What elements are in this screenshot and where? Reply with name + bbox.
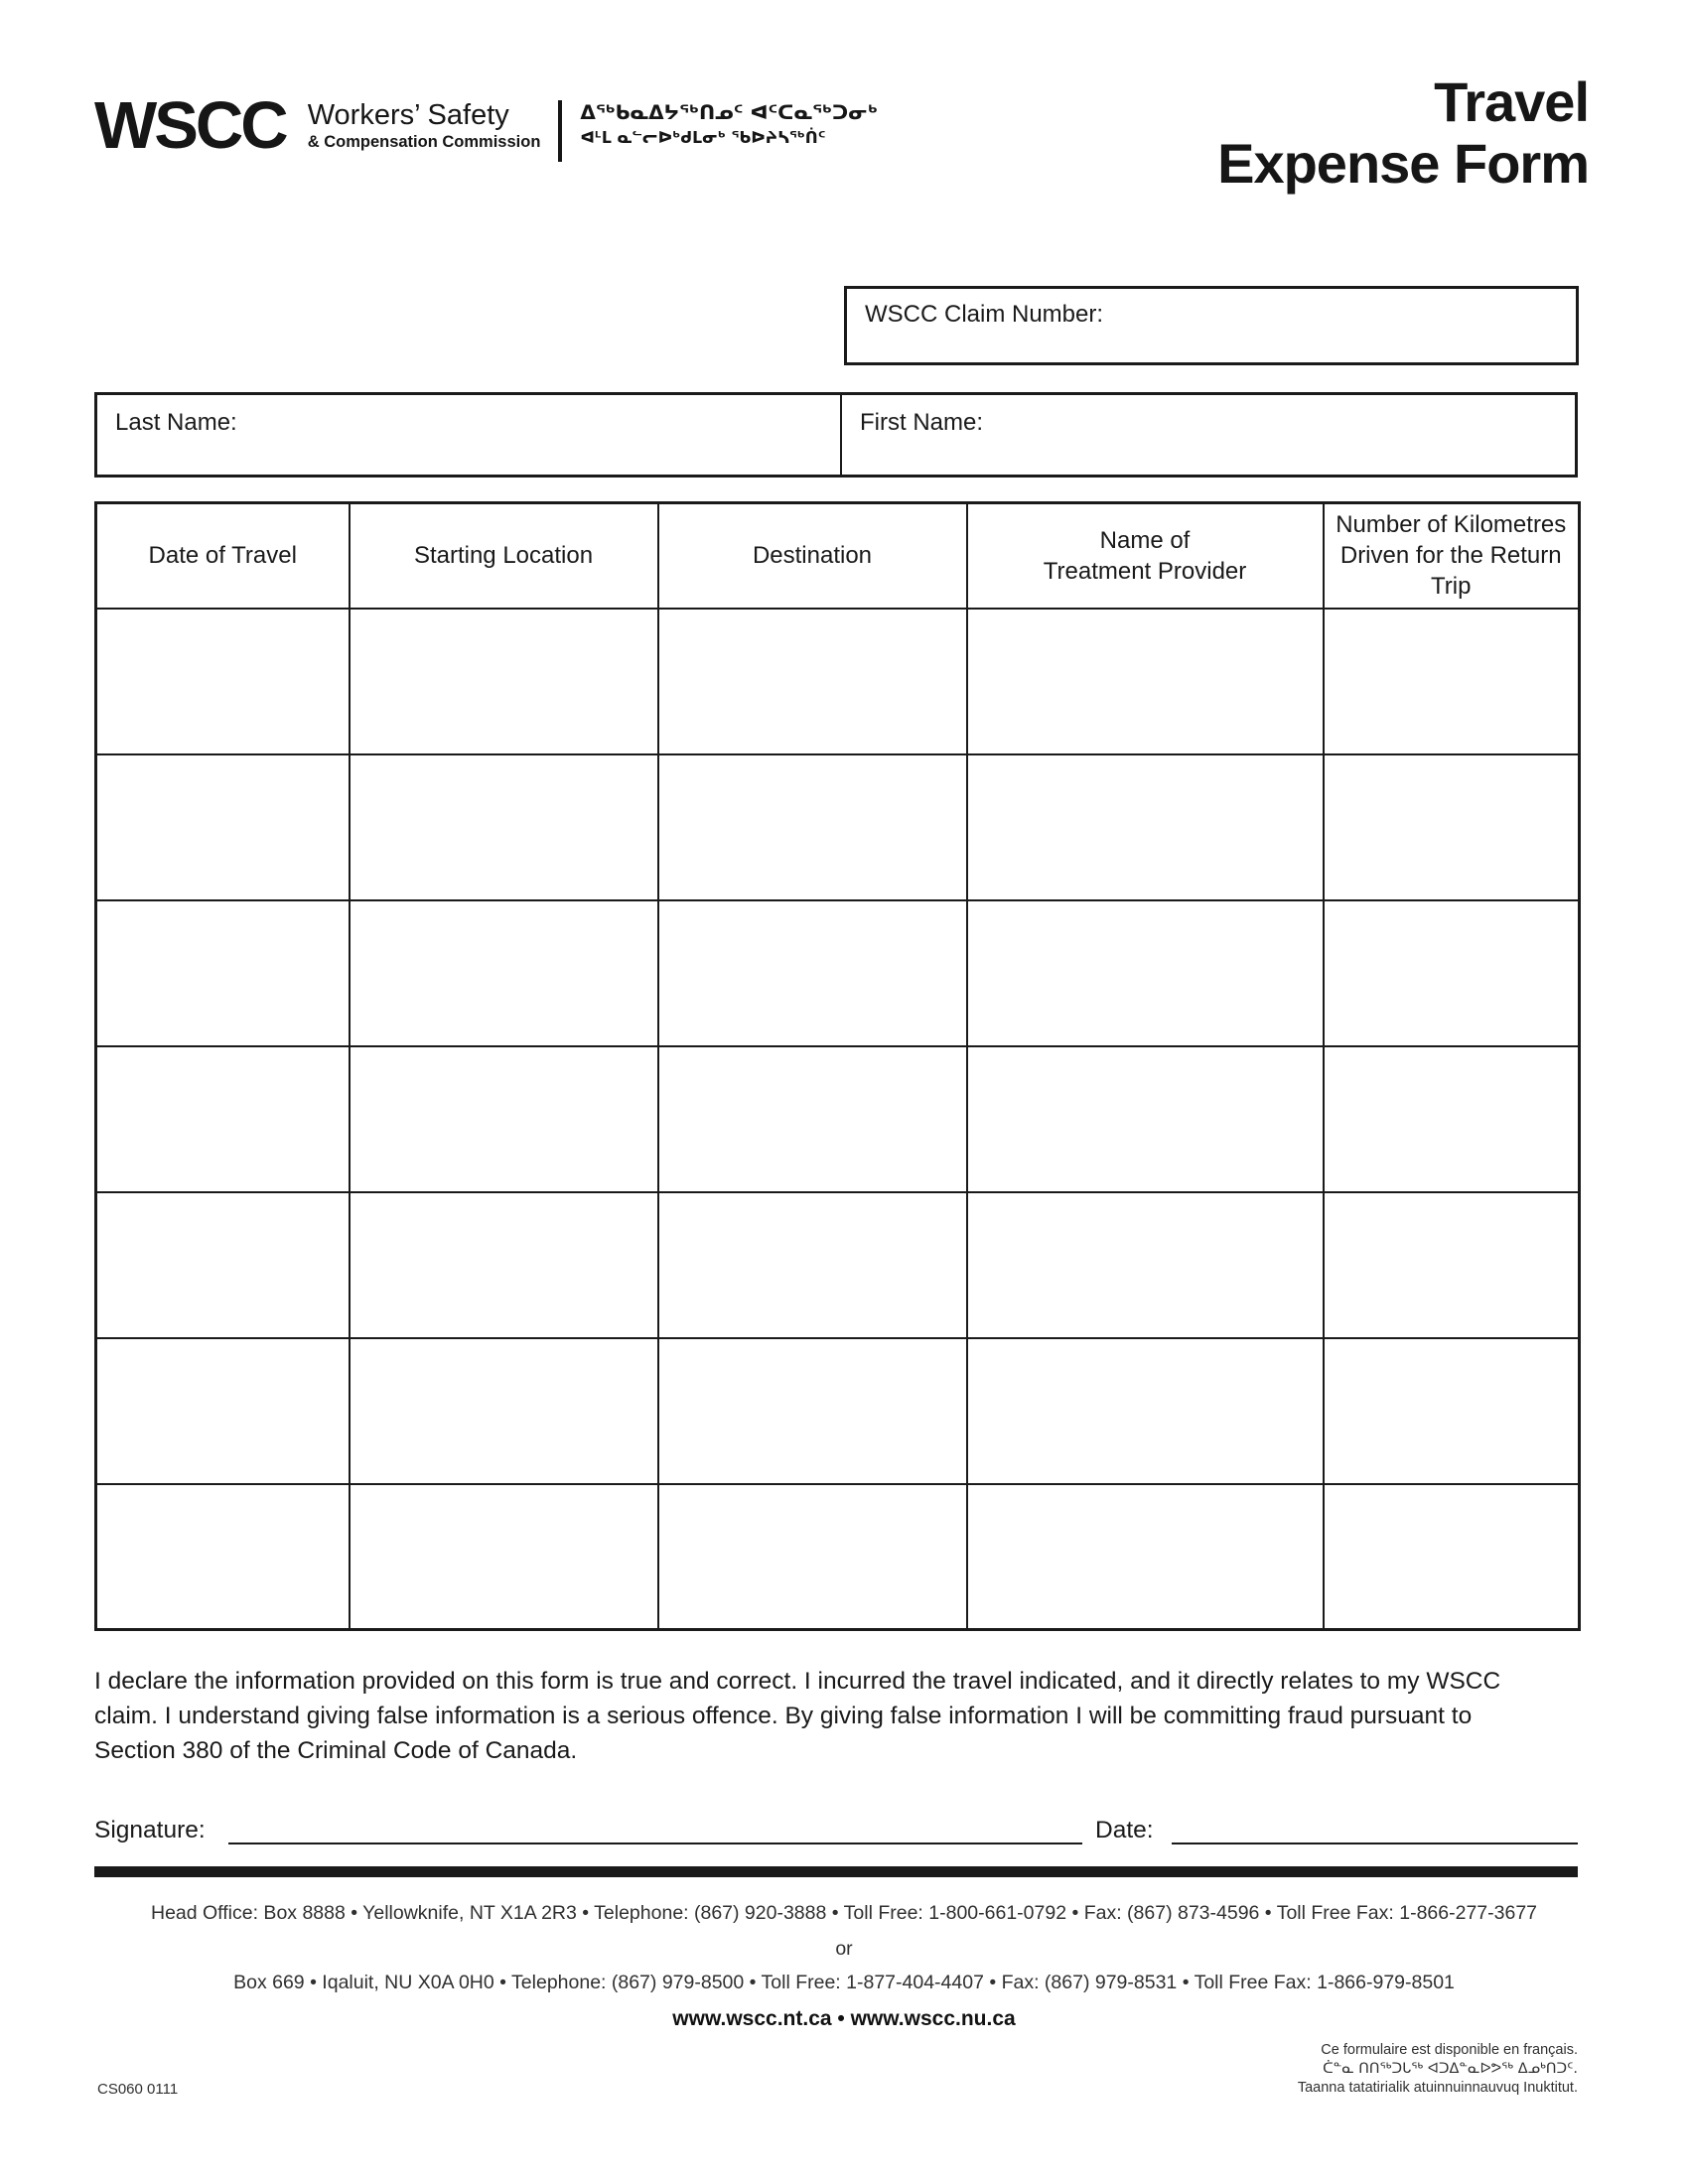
page-title-line1: Travel [1434,70,1589,133]
alt-lang-roman-inuktitut: Taanna tatatirialik atuinnuinnauvuq Inuktitut. [1297,2080,1578,2096]
cell-starting-location[interactable] [350,900,658,1046]
footer-head-office-line: Head Office: Box 8888 • Yellowknife, NT X1A 2R3 • Telephone: (867) 920-3888 • Toll Free: 1-800-661-0792 • Fax: (867) 873-4596 • Toll Free Fax: 1-866-277-3677 [150,1902,1538,1924]
cell-treatment-provider[interactable] [967,1046,1324,1192]
table-row [96,754,1580,900]
table-row [96,1484,1580,1630]
wscc-logo-acronym: WSCC [94,88,286,163]
cell-date-of-travel[interactable] [96,1046,350,1192]
cell-kilometres[interactable] [1324,609,1580,754]
cell-starting-location[interactable] [350,1338,658,1484]
footer-divider-rule [94,1866,1578,1877]
logo-syllabics-line1: ᐃᖅᑲᓇᐃᔭᖅᑎᓄᑦ ᐊᑦᑕᓇᖅᑐᓂᒃ [580,100,878,124]
column-header-starting-location: Starting Location [350,503,658,609]
cell-starting-location[interactable] [350,1192,658,1338]
cell-destination[interactable] [658,609,967,754]
name-row [94,392,1578,478]
signature-input-line[interactable] [228,1843,1082,1844]
signature-row [94,1817,1578,1846]
last-name-field[interactable] [97,395,842,475]
cell-date-of-travel[interactable] [96,1192,350,1338]
cell-date-of-travel[interactable] [96,754,350,900]
table-row [96,1192,1580,1338]
logo-name-line2: & Compensation Commission [307,133,541,151]
cell-date-of-travel[interactable] [96,1338,350,1484]
claim-number-label: WSCC Claim Number: [865,301,1104,328]
cell-treatment-provider[interactable] [967,900,1324,1046]
table-row [96,1046,1580,1192]
table-row [96,900,1580,1046]
cell-treatment-provider[interactable] [967,1338,1324,1484]
first-name-field[interactable] [842,395,1575,475]
declaration-text: I declare the information provided on this form is true and correct. I incurred the travel indicated, and it directly relates to my WSCC claim. I understand giving false information is a serious offence. By giving false information I will be committing fraud pursuant to Section 380 of the Criminal Code of Canada. [94,1668,1501,1764]
cell-kilometres[interactable] [1324,1484,1580,1630]
date-input-line[interactable] [1172,1843,1578,1844]
page-title [1217,71,1589,195]
alt-lang-french: Ce formulaire est disponible en français. [1321,2042,1578,2058]
column-header-date-of-travel: Date of Travel [96,503,350,609]
form-code: CS060 0111 [97,2081,179,2098]
alternate-language-note [1298,2041,1578,2098]
cell-date-of-travel[interactable] [96,900,350,1046]
cell-treatment-provider[interactable] [967,609,1324,754]
first-name-label: First Name: [860,409,984,436]
cell-date-of-travel[interactable] [96,1484,350,1630]
cell-starting-location[interactable] [350,1484,658,1630]
date-label: Date: [1095,1817,1154,1843]
cell-destination[interactable] [658,900,967,1046]
column-header-kilometres: Number of Kilometres Driven for the Return Trip [1324,503,1580,609]
footer-websites: www.wscc.nt.ca • www.wscc.nu.ca [672,2007,1016,2030]
cell-starting-location[interactable] [350,609,658,754]
cell-starting-location[interactable] [350,1046,658,1192]
logo-divider [558,100,562,162]
cell-destination[interactable] [658,1046,967,1192]
logo-name-line1: Workers’ Safety [307,99,509,131]
cell-starting-location[interactable] [350,754,658,900]
cell-destination[interactable] [658,754,967,900]
footer-or-text: or [835,1938,853,1960]
column-header-destination: Destination [658,503,967,609]
cell-kilometres[interactable] [1324,900,1580,1046]
cell-treatment-provider[interactable] [967,754,1324,900]
cell-date-of-travel[interactable] [96,609,350,754]
travel-expense-table [94,501,1581,1631]
cell-kilometres[interactable] [1324,1192,1580,1338]
cell-destination[interactable] [658,1484,967,1630]
wscc-logo [94,88,878,163]
last-name-label: Last Name: [115,409,237,436]
alt-lang-syllabics: ᑖᓐᓇ ᑎᑎᖅᑐᒐᖅ ᐊᑐᐃᓐᓇᐅᕗᖅ ᐃᓄᒃᑎᑐᑦ. [1323,2061,1578,2077]
table-header-row [96,503,1580,609]
cell-destination[interactable] [658,1338,967,1484]
cell-kilometres[interactable] [1324,754,1580,900]
cell-kilometres[interactable] [1324,1338,1580,1484]
cell-kilometres[interactable] [1324,1046,1580,1192]
logo-syllabics [580,99,878,150]
footer-iqaluit-office-line: Box 669 • Iqaluit, NU X0A 0H0 • Telephone: (867) 979-8500 • Toll Free: 1-877-404-4407 • Fax: (867) 979-8531 • Toll Free Fax: 1-866-979-8501 [233,1972,1455,1993]
cell-destination[interactable] [658,1192,967,1338]
column-header-treatment-provider: Name of Treatment Provider [967,503,1324,609]
table-row [96,1338,1580,1484]
signature-label: Signature: [94,1817,206,1843]
page-title-line2: Expense Form [1217,132,1589,195]
cell-treatment-provider[interactable] [967,1192,1324,1338]
table-row [96,609,1580,754]
logo-syllabics-line2: ᐊᒻᒪ ᓇᓪᓕᐅᒃᑯᒪᓂᒃ ᖃᐅᔨᓴᖅᑏᑦ [580,128,826,147]
cell-treatment-provider[interactable] [967,1484,1324,1630]
wscc-logo-names [308,99,541,153]
claim-number-field[interactable] [844,286,1579,365]
